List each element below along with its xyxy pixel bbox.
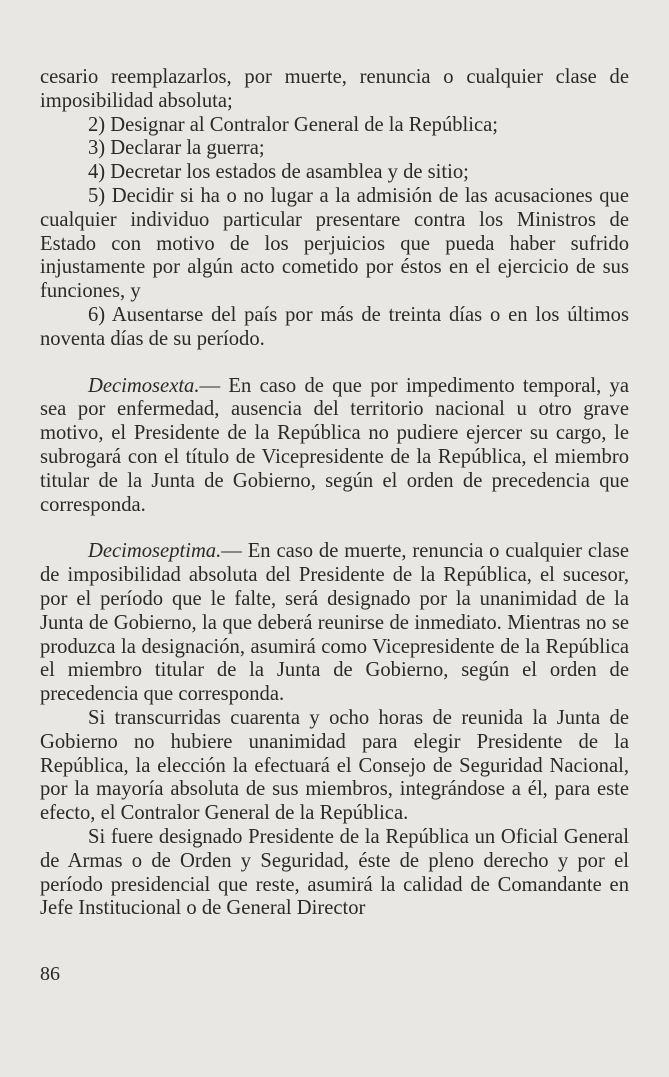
list-item-4: 4) Decretar los estados de asamblea y de sitio;	[88, 161, 469, 184]
page-number: 86	[40, 963, 60, 985]
list-item-5: 5) Decidir si ha o no lugar a la admisión de las acusaciones que cualquier individuo particular presentare contra los Ministros de Estado con motivo de los perjuicios que pueda haber sufrido injustamente por algún acto cometido por éstos en el ejercicio de sus funciones, y	[40, 184, 629, 303]
paragraph-continuation: cesario reemplazarlos, por muerte, renuncia o cualquier clase de imposibilidad absoluta;	[40, 66, 629, 112]
article-decimosexta	[40, 375, 629, 518]
list-item-3: 3) Declarar la guerra;	[88, 137, 265, 160]
article-decimoseptima	[40, 540, 629, 707]
page-body	[40, 66, 629, 921]
list-item-6: 6) Ausentarse del país por más de treinta días o en los últimos noventa días de su período.	[40, 303, 629, 350]
list-item-2: 2) Designar al Contralor General de la República;	[88, 113, 499, 136]
article-body-decimosexta: — En caso de que por impedimento temporal, ya sea por enfermedad, ausencia del territorio nacional u otro grave motivo, el Presidente de la República no pudiere ejercer su cargo, le subrogará con el título de Vicepresidente de la República, el miembro titular de la Junta de Gobierno, según el orden de precedencia que corresponda.	[40, 374, 629, 516]
article-heading-decimosexta: Decimosexta.	[88, 374, 200, 397]
article-heading-decimoseptima: Decimoseptima.	[88, 540, 222, 563]
paragraph-designado: Si fuere designado Presidente de la República un Oficial General de Armas o de Orden y Seguridad, éste de pleno derecho y por el período presidencial que reste, asumirá la calidad de Comandante en Jefe Institucional o de General Director	[40, 825, 629, 920]
article-body-decimoseptima: — En caso de muerte, renuncia o cualquier clase de imposibilidad absoluta del Presidente de la República, el sucesor, por el período que le falte, será designado por la unanimidad de la Junta de Gobierno, la que deberá reunirse de inmediato. Mientras no se produzca la designación, asumirá como Vicepresidente de la República el miembro titular de la Junta de Gobierno, según el orden de precedencia que corresponda.	[40, 540, 629, 706]
paragraph-transcurridas: Si transcurridas cuarenta y ocho horas de reunida la Junta de Gobierno no hubiere unanimidad para elegir Presidente de la República, la elección la efectuará el Consejo de Seguridad Nacional, por la mayoría absoluta de sus miembros, integrándose a él, para este efecto, el Contralor General de la República.	[40, 706, 629, 825]
